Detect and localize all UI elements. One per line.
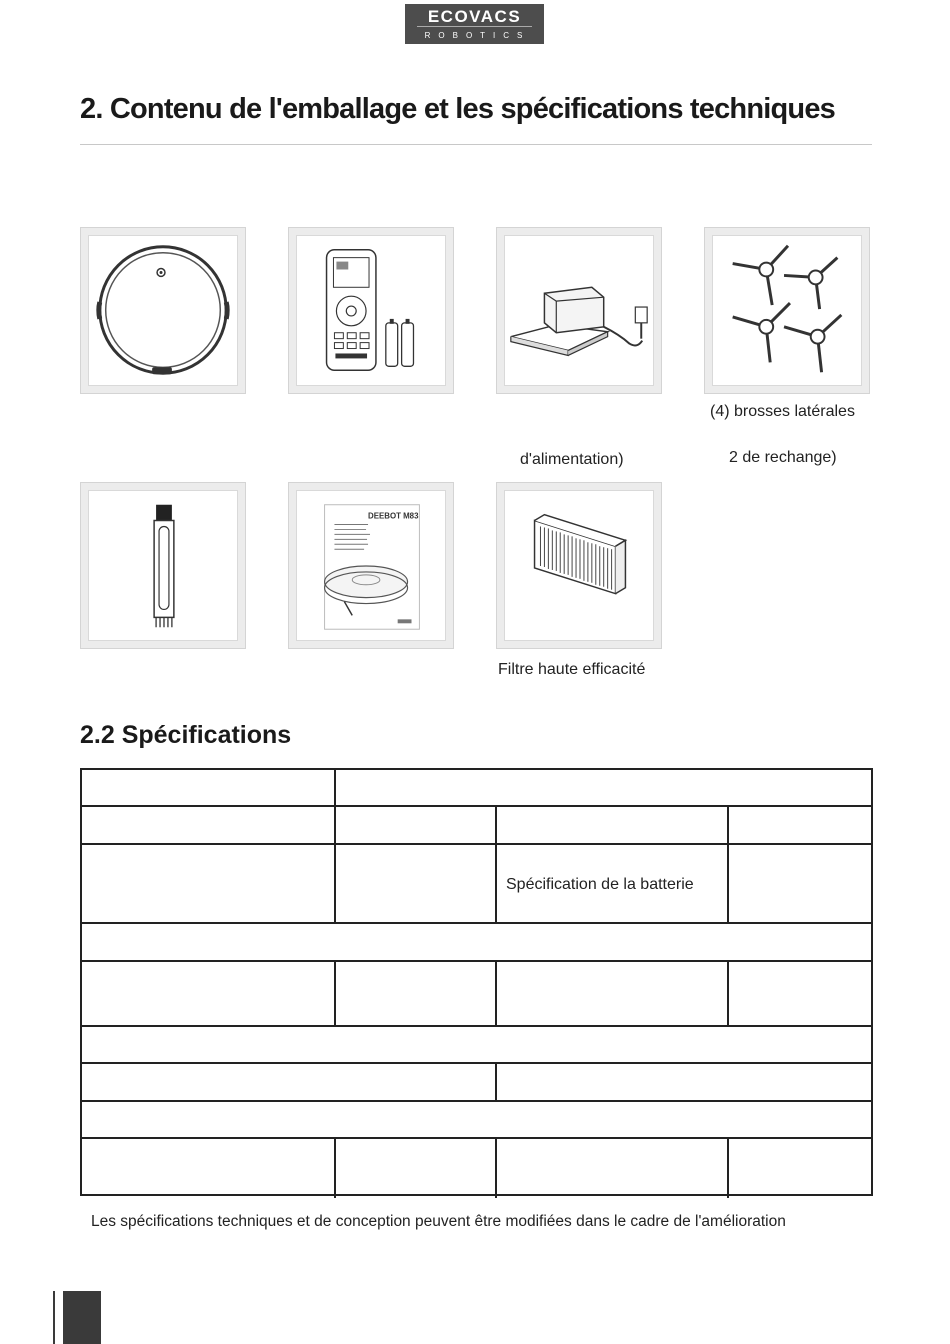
table-row-divider	[82, 1100, 871, 1102]
item-box-filter	[496, 482, 662, 649]
table-row-divider	[82, 922, 871, 924]
table-col-divider	[727, 1137, 729, 1198]
table-row-divider	[82, 843, 871, 845]
filter-caption: Filtre haute efficacité	[498, 661, 646, 678]
ecovacs-logo	[405, 4, 544, 44]
table-col-divider	[727, 960, 729, 1025]
battery-spec-label: Spécification de la batterie	[506, 876, 694, 893]
table-col-divider	[495, 1062, 497, 1100]
manual-icon	[289, 483, 453, 648]
table-row-divider	[82, 1025, 871, 1027]
table-col-divider	[495, 960, 497, 1025]
specs-table	[80, 768, 873, 1196]
item-box-dock	[496, 227, 662, 394]
logo-sub-text: ROBOTICS	[424, 31, 531, 40]
brushes-caption-line-2: 2 de rechange)	[729, 449, 837, 466]
item-box-manual	[288, 482, 454, 649]
table-col-divider	[495, 805, 497, 922]
page-number-tab	[63, 1291, 101, 1344]
page-title: 2. Contenu de l'emballage et les spécifications techniques	[80, 93, 835, 125]
item-box-brushes	[704, 227, 870, 394]
logo-brand-text: ECOVACS	[417, 4, 532, 27]
cleaning-tool-icon	[81, 483, 245, 648]
table-col-divider	[334, 960, 336, 1025]
page-edge-line	[53, 1291, 55, 1344]
item-box-tool	[80, 482, 246, 649]
manual-brand-text: DEEBOT M83	[368, 511, 419, 521]
table-col-divider	[334, 1137, 336, 1198]
dock-caption: d'alimentation)	[520, 451, 624, 468]
table-col-divider	[334, 770, 336, 922]
table-row-divider	[82, 1137, 871, 1139]
hepa-filter-icon	[497, 483, 661, 648]
robot-vacuum-icon	[81, 228, 245, 393]
title-divider	[80, 144, 872, 145]
table-row-divider	[82, 960, 871, 962]
side-brushes-icon	[705, 228, 869, 393]
brushes-caption-line-1: (4) brosses latérales	[710, 403, 855, 420]
item-box-remote	[288, 227, 454, 394]
footnote: Les spécifications techniques et de conception peuvent être modifiées dans le cadre de l'amélioration	[91, 1213, 786, 1230]
specs-title: 2.2 Spécifications	[80, 721, 292, 749]
remote-control-icon	[289, 228, 453, 393]
table-col-divider	[495, 1137, 497, 1198]
item-box-robot	[80, 227, 246, 394]
table-row-divider	[82, 805, 871, 807]
table-row-divider	[82, 1062, 871, 1064]
charging-dock-icon	[497, 228, 661, 393]
table-col-divider	[727, 805, 729, 922]
